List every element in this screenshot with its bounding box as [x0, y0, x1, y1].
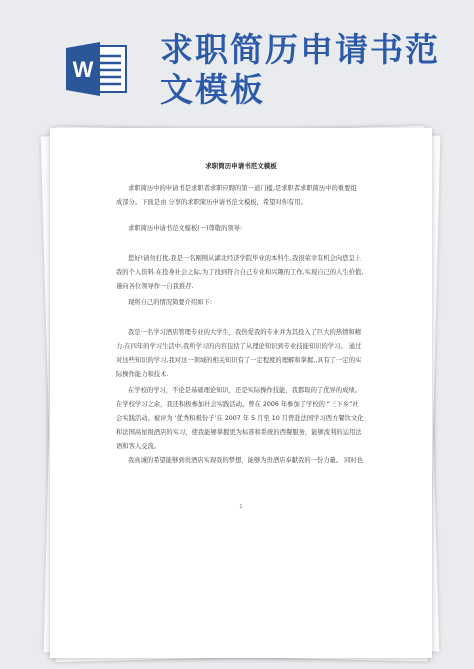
banner	[0, 0, 474, 110]
paragraph-line: 求职简历申请书范文模板(一)尊敬的领导:	[128, 225, 243, 232]
banner-title-line2: 文模板	[160, 70, 265, 109]
paragraph	[116, 296, 380, 310]
paragraph-line: 语和客人交流。	[116, 443, 161, 450]
paragraph-line: 您好!请勿打扰,我是一名刚刚从湖北经济学院毕业的本科生,我很荣幸有机会向您呈上	[128, 255, 362, 262]
paragraph-line: 我的个人资料.在投身社会之际,为了找到符合自己专业和兴趣的工作,实现自己的人生价值,	[116, 269, 364, 276]
paragraph	[116, 222, 380, 236]
paragraph	[116, 384, 380, 454]
paragraph-line: 谨向各位领导作一自我推荐.	[116, 283, 194, 290]
banner-title	[160, 30, 460, 110]
paragraph-line: 在学校学习之余，我还积极参加社会实践活动。曾在 2006 年参加了学校的 “三下乡”社	[116, 401, 359, 408]
paragraph-line: 际操作能力和技术.	[116, 371, 169, 378]
paragraph	[116, 252, 380, 294]
word-icon-letter: W	[72, 57, 94, 82]
paragraph-line: 成部分。下面是由 分享的求职简历申请书范文模板，希望对你有用。	[116, 199, 307, 206]
banner-title-line1: 求职简历申请书范	[160, 30, 440, 69]
paragraph-line: 求职简历中的申请书是求职者求职应聘的第一道门槛,是求职者求职简历中的重要组	[128, 185, 357, 192]
paragraph-line: 在学校的学习，不论是基础理论知识，还是实际操作技能，我都取的了优异的成绩。	[128, 387, 361, 394]
paragraph-line: 现将自己的情况简要介绍如下:	[128, 299, 212, 306]
paragraph-line: 我真诚的希望能够到贵酒店实现我的梦想，能够为贵酒店奉献我的一份力量。 同时也	[128, 457, 363, 464]
paragraph-line: 和法国高星级酒店的实习，使我能够掌握更为标准和系统的西餐服务，能够流利的运用法	[116, 429, 362, 436]
paragraph-line: 力.在四年的学习生活中,我所学习的内容包括了从理论知识到专业技能知识的学习。 通过	[116, 343, 362, 350]
paragraph-line: 会实践活动。被评为 ‘优秀积极份子’在 2007 年 5 月至 10 月曾赴法国学习西方餐饮文化	[116, 415, 364, 422]
paragraph-line: 对这些知识的学习,我对这一领域的相关知识有了一定程度的理解和掌握,,具有了一定的实	[116, 357, 362, 364]
document-page	[50, 128, 432, 658]
paragraph	[116, 454, 380, 468]
document-title: 求职简历申请书范文模板	[205, 162, 277, 170]
paragraph-line: 我是一名学习酒店管理专业的大学生，我热爱我的专业并为其投入了巨大的热情和精	[128, 329, 361, 336]
page-number: 1	[239, 504, 243, 510]
paragraph	[116, 326, 380, 382]
paragraph	[116, 182, 380, 210]
word-icon	[66, 40, 130, 98]
